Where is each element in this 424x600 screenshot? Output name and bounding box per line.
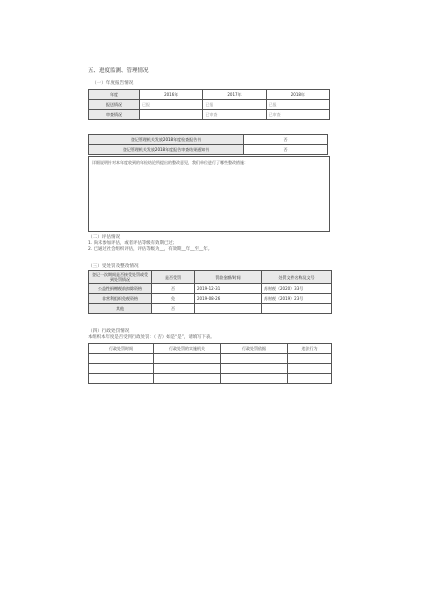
table-header-cell: 年度 [89, 90, 140, 100]
table-row [89, 90, 330, 100]
table-header-cell: 2016年 [140, 90, 203, 100]
table-row-label: 报送情况 [89, 100, 140, 110]
table-cell: 否 [244, 135, 328, 145]
table-cell: 已报 [140, 100, 203, 110]
table-cell [288, 354, 332, 364]
table-row-label: 非营利组织免税资格 [89, 294, 152, 304]
table-cell [154, 374, 221, 384]
admin-penalty-table [88, 343, 332, 384]
table-header-cell: 登记一次期间是否接受处罚或受到处罚情况 [89, 271, 152, 284]
table-header-cell: 行政处罚时间 [89, 344, 154, 354]
table-header-cell: 行政处罚依据 [221, 344, 288, 354]
table-row [89, 284, 332, 294]
table-header-cell: 处罚文件名称及文号 [262, 271, 332, 284]
admin-penalty-heading: （四）行政处罚情况 [88, 329, 130, 334]
table-cell [221, 354, 288, 364]
table-row [89, 374, 332, 384]
table-cell [140, 110, 203, 120]
table-cell [154, 364, 221, 374]
table-cell: 否 [152, 284, 195, 294]
table-cell: 已审查 [203, 110, 266, 120]
penalty-table [88, 270, 332, 314]
table-row [89, 304, 332, 314]
table-cell: 苏财税（2019）23号 [262, 294, 332, 304]
disclosure-table [88, 134, 328, 155]
table-row [89, 100, 330, 110]
table-cell [288, 374, 332, 384]
table-row [89, 110, 330, 120]
table-cell: 2019-08-26 [195, 294, 262, 304]
table-header-cell: 行政处罚的实施机关 [154, 344, 221, 354]
admin-penalty-desc: 本组织本年度是否受到行政处罚：（ 否）如是“是”，请填写下表。 [88, 335, 215, 340]
table-cell [288, 364, 332, 374]
table-row-label: 其他 [89, 304, 152, 314]
table-header-cell: 罚款金额/时间 [195, 271, 262, 284]
table-row [89, 145, 328, 155]
table-cell [221, 364, 288, 374]
table-cell: 苏财税（2020）33号 [262, 284, 332, 294]
table-header-cell: 2018年 [266, 90, 329, 100]
table-row [89, 354, 332, 364]
evaluation-line-2: 2. 已通过社会组织评估，评估等级为__，有效期__年__至__年。 [88, 247, 213, 252]
table-row [89, 294, 332, 304]
table-cell: 否 [152, 304, 195, 314]
evaluation-heading: （二）评估情况 [88, 235, 121, 240]
table-row [89, 271, 332, 284]
table-cell: 已报 [203, 100, 266, 110]
table-header-cell: 违法行为 [288, 344, 332, 354]
table-cell [89, 374, 154, 384]
table-row [89, 135, 328, 145]
table-cell [89, 364, 154, 374]
table-header-cell: 2017年 [203, 90, 266, 100]
table-cell: 否 [244, 145, 328, 155]
table-cell: 已审查 [266, 110, 329, 120]
annual-report-heading: （一）年度报告情况 [92, 81, 134, 86]
table-row-label: 公益性捐赠税前扣除资格 [89, 284, 152, 294]
table-cell: 2019-12-31 [195, 284, 262, 294]
table-row [89, 344, 332, 354]
annual-report-table [88, 89, 330, 120]
table-row-label: 登记管理机关发放2018年度检查报告书 [89, 135, 244, 145]
table-cell [154, 354, 221, 364]
evaluation-line-1: 1. 尚未参加评估，或者评估等级有效期已过； [88, 241, 178, 246]
table-header-cell: 是否受罚 [152, 271, 195, 284]
table-row-label: 登记管理机关发放2018年度报告审查结果通知书 [89, 145, 244, 155]
rectification-box [88, 156, 330, 232]
section-title: 五、进度监测、管理情况 [88, 68, 149, 74]
table-cell: 免 [152, 294, 195, 304]
table-cell [262, 304, 332, 314]
table-cell [195, 304, 262, 314]
table-row [89, 364, 332, 374]
penalty-heading: （三）受处罚及整改情况 [88, 264, 139, 269]
rectification-text: 详细说明针对本年度收到的年检结论所提出的整改意见，我们单位进行了哪些整改措施： [92, 160, 248, 165]
table-row-label: 审查情况 [89, 110, 140, 120]
table-cell: 已报 [266, 100, 329, 110]
table-cell [89, 354, 154, 364]
table-cell [221, 374, 288, 384]
